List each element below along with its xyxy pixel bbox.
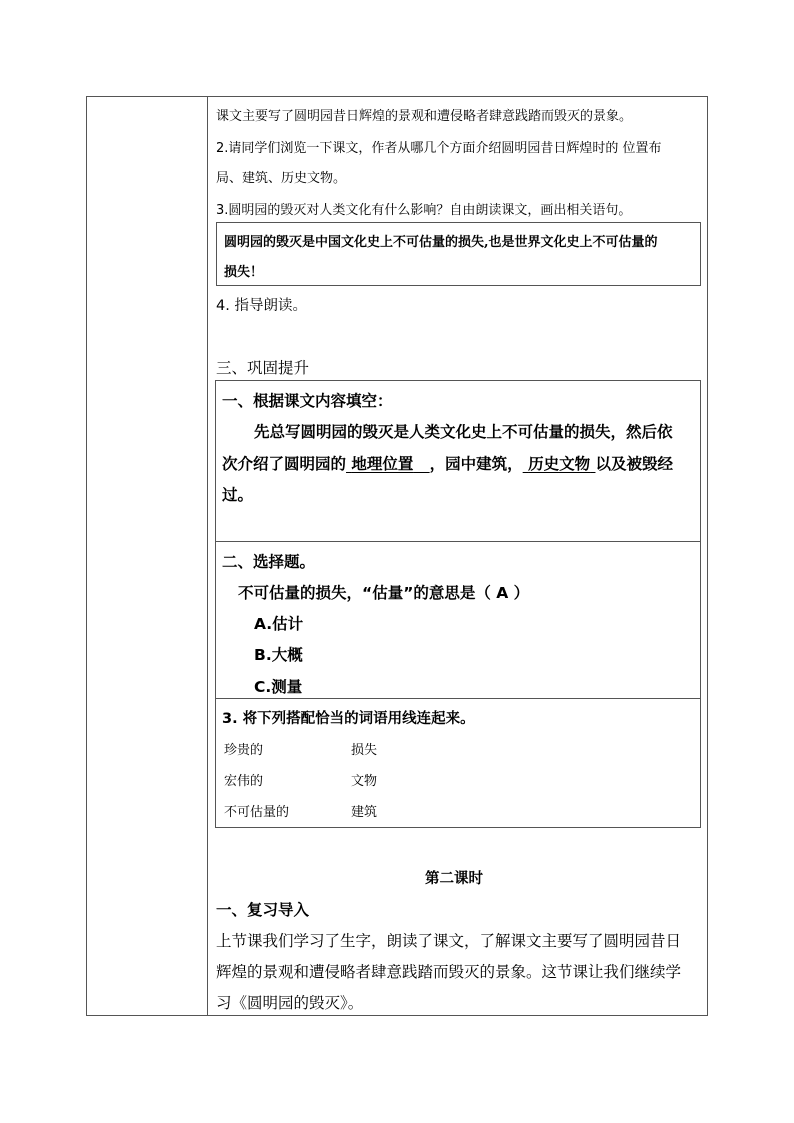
lesson-summary: 课文主要写了圆明园昔日辉煌的景观和遭侵略者肆意践踏而毁灭的景象。 (216, 109, 633, 124)
review-line-3: 习《圆明园的毁灭》。 (216, 994, 364, 1012)
choice-question: 不可估量的损失，“估量”的意思是（ A ） (238, 584, 530, 602)
match-right-2: 文物 (351, 774, 378, 789)
fill-line-1: 先总写圆明园的毁灭是人类文化史上不可估量的损失，然后依 (254, 423, 673, 441)
question-2-line-2: 局、建筑、历史文物。 (216, 171, 347, 186)
quote-line-2: 损失！ (224, 265, 264, 280)
quote-line-1: 圆明园的毁灭是中国文化史上不可估量的损失,也是世界文化史上不可估量的 (224, 235, 658, 250)
fill-line-2-b: ，园中建筑， (429, 455, 523, 473)
choice-option-b: B.大概 (254, 646, 303, 664)
question-3: 3.圆明园的毁灭对人类文化有什么影响？自由朗读课文，画出相关语句。 (216, 203, 632, 218)
guide-reading: 4. 指导朗读。 (216, 298, 307, 314)
match-right-3: 建筑 (351, 805, 378, 820)
review-line-2: 辉煌的景观和遭侵略者肆意践踏而毁灭的景象。这节课让我们继续学 (216, 963, 682, 981)
review-line-1: 上节课我们学习了生字，朗读了课文，了解课文主要写了圆明园昔日 (216, 932, 682, 950)
exercise-box (215, 380, 701, 828)
choice-option-c: C.测量 (254, 678, 303, 696)
fill-line-3: 过。 (222, 486, 254, 504)
choice-option-a: A.估计 (254, 615, 304, 633)
question-2-line-1: 2.请同学们浏览一下课文，作者从哪几个方面介绍圆明园昔日辉煌时的 位置布 (216, 141, 662, 156)
exercise-divider-1 (215, 541, 701, 542)
fill-line-2-c: 以及被毁经 (595, 455, 673, 473)
match-left-2: 宏伟的 (224, 774, 264, 789)
fill-blank-1: 地理位置 (351, 455, 414, 473)
match-title: 3. 将下列搭配恰当的词语用线连起来。 (222, 711, 475, 727)
second-lesson-title: 第二课时 (425, 871, 483, 887)
fill-line-2 (222, 452, 673, 474)
match-right-1: 损失 (351, 743, 378, 758)
table-column-divider (207, 96, 208, 1016)
match-left-3: 不可估量的 (224, 805, 290, 820)
review-heading: 一、复习导入 (216, 901, 310, 919)
fill-blank-2: 历史文物 (528, 455, 591, 473)
exercise-divider-2 (215, 698, 701, 699)
consolidate-heading: 三、巩固提升 (216, 359, 310, 377)
choice-title: 二、选择题。 (222, 553, 316, 571)
match-left-1: 珍贵的 (224, 743, 264, 758)
fill-line-2-a: 次介绍了圆明园的 (222, 455, 347, 473)
fill-title: 一、根据课文内容填空： (222, 392, 393, 410)
